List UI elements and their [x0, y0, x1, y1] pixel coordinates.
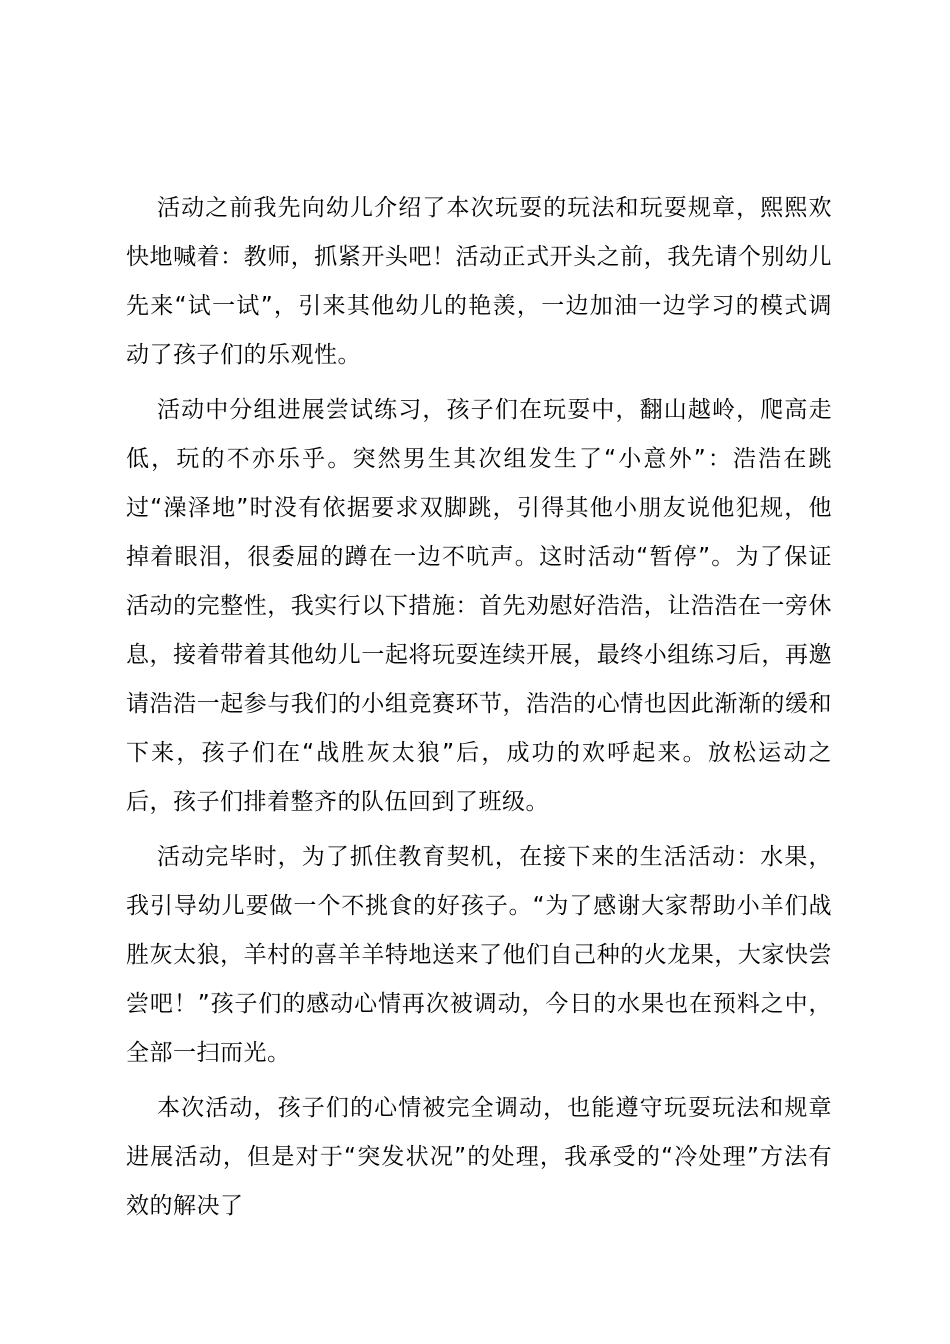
- paragraph-fruit-activity: 活动完毕时，为了抓住教育契机，在接下来的生活活动：水果，我引导幼儿要做一个不挑食的好孩子。“为了感谢大家帮助小羊们战胜灰太狼，羊村的喜羊羊特地送来了他们自己种的火龙果，大家快尝尝吧！”孩子们的感动心情再次被调动，今日的水果也在预料之中，全部一扫而光。: [126, 844, 832, 1066]
- paragraph-group-practice: 活动中分组进展尝试练习，孩子们在玩耍中，翻山越岭，爬高走低，玩的不亦乐乎。突然男生其次组发生了“小意外”：浩浩在跳过“澡泽地”时没有依据要求双脚跳，引得其他小朋友说他犯规，他掉着眼泪，很委屈的蹲在一边不吭声。这时活动“暂停”。为了保证活动的完整性，我实行以下措施：首先劝慰好浩浩，让浩浩在一旁休息，接着带着其他幼儿一起将玩耍连续开展，最终小组练习后，再邀请浩浩一起参与我们的小组竞赛环节，浩浩的心情也因此渐渐的缓和下来，孩子们在“战胜灰太狼”后，成功的欢呼起来。放松运动之后，孩子们排着整齐的队伍回到了班级。: [126, 397, 832, 815]
- paragraph-intro: 活动之前我先向幼儿介绍了本次玩耍的玩法和玩耍规章，熙熙欢快地喊着：教师，抓紧开头吧！活动正式开头之前，我先请个别幼儿先来“试一试”，引来其他幼儿的艳羡，一边加油一边学习的模式调动了孩子们的乐观性。: [126, 195, 832, 368]
- document-body: [126, 184, 832, 1237]
- paragraph-reflection: 本次活动，孩子们的心情被完全调动，也能遵守玩耍玩法和规章进展活动，但是对于“突发状况”的处理，我承受的“冷处理”方法有效的解决了: [126, 1095, 832, 1219]
